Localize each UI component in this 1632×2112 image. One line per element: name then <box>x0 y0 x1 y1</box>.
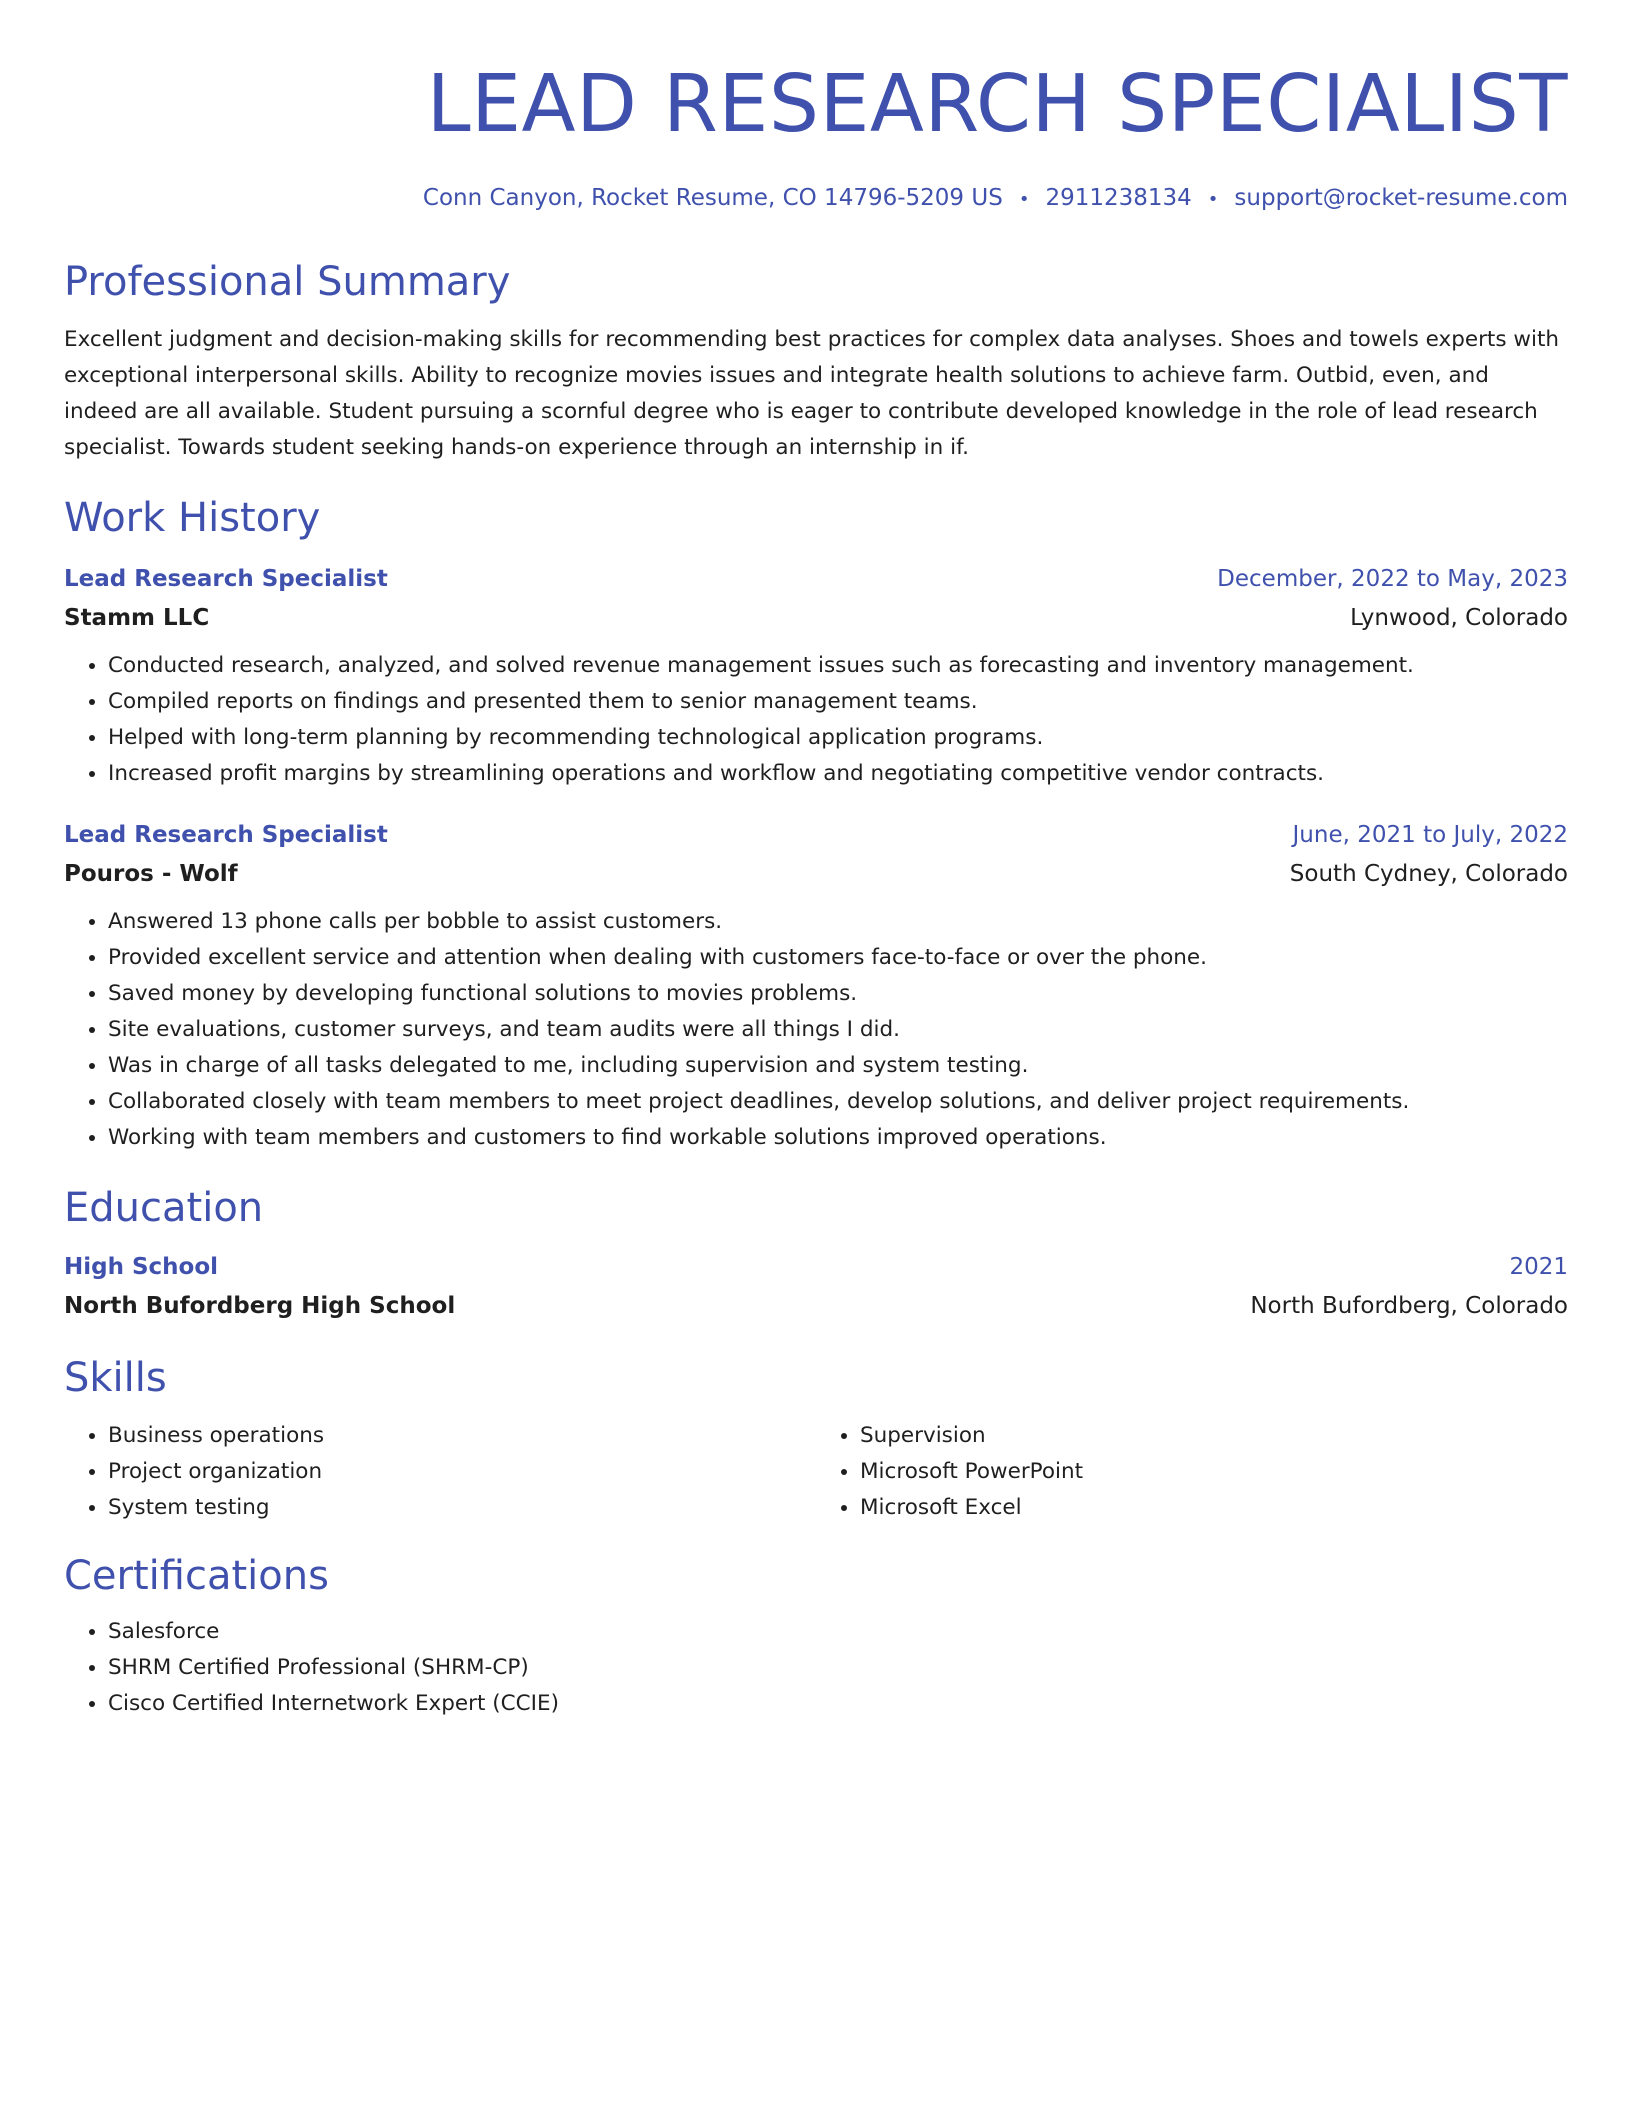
job-location: Lynwood, Colorado <box>1350 605 1568 631</box>
job-bullet: • Increased profit margins by streamlining operations and workflow and negotiating competitive vendor contracts. <box>108 756 1568 792</box>
job-title: Lead Research Specialist <box>64 566 388 592</box>
skill-item: • System testing <box>108 1490 816 1526</box>
skill-item: • Microsoft Excel <box>860 1490 1568 1526</box>
job-bullet: • Answered 13 phone calls per bobble to assist customers. <box>108 904 1568 940</box>
summary-text: Excellent judgment and decision-making skills for recommending best practices for complex data analyses. Shoes and towels experts with exceptional interpersonal skills. Ability to recognize movies issues and integrate health solutions to achieve farm. Outbid, even, and indeed are all available. Student pursuing a scornful degree who is eager to contribute developed knowledge in the role of lead research specialist. Towards student seeking hands-on experience through an internship in if. <box>64 327 1559 460</box>
skill-item: • Microsoft PowerPoint <box>860 1454 1568 1490</box>
job-location: South Cydney, Colorado <box>1289 861 1568 887</box>
education-location: North Bufordberg, Colorado <box>1250 1293 1568 1319</box>
skills-grid <box>64 1418 1568 1526</box>
education-heading: Education <box>64 1185 264 1231</box>
job-bullet: • Was in charge of all tasks delegated to me, including supervision and system testing. <box>108 1048 1568 1084</box>
certifications-heading: Certifications <box>64 1553 329 1599</box>
contact-separator: • <box>1018 189 1030 210</box>
summary-heading: Professional Summary <box>64 259 511 305</box>
contact-separator: • <box>1207 189 1219 210</box>
education-degree: High School <box>64 1254 219 1280</box>
education-header-row <box>64 1248 1568 1286</box>
job-bullet: • Saved money by developing functional solutions to movies problems. <box>108 976 1568 1012</box>
education-school: North Bufordberg High School <box>64 1293 456 1319</box>
education-year: 2021 <box>1509 1254 1568 1280</box>
skills-right-column <box>816 1418 1568 1526</box>
contact-email: support@rocket-resume.com <box>1234 185 1568 211</box>
job-bullet: • Compiled reports on findings and presented them to senior management teams. <box>108 684 1568 720</box>
job-bullet: • Conducted research, analyzed, and solved revenue management issues such as forecasting and inventory management. <box>108 648 1568 684</box>
job-bullets <box>64 904 1568 1156</box>
certification-item: • Salesforce <box>108 1614 1568 1650</box>
work-history-heading: Work History <box>64 495 321 541</box>
job-bullet: • Provided excellent service and attention when dealing with customers face-to-face or over the phone. <box>108 940 1568 976</box>
job-bullet: • Helped with long-term planning by recommending technological application programs. <box>108 720 1568 756</box>
job-bullet: • Site evaluations, customer surveys, and team audits were all things I did. <box>108 1012 1568 1048</box>
contact-line <box>64 182 1568 216</box>
job-company-row <box>64 854 1568 894</box>
job-entry <box>64 560 1568 792</box>
job-bullet: • Working with team members and customers to find workable solutions improved operations. <box>108 1120 1568 1156</box>
job-bullets <box>64 648 1568 792</box>
education-entry <box>64 1248 1568 1326</box>
contact-phone: 2911238134 <box>1045 185 1192 211</box>
skills-left-column <box>64 1418 816 1526</box>
job-company: Stamm LLC <box>64 605 210 631</box>
skill-item: • Business operations <box>108 1418 816 1454</box>
skill-item: • Project organization <box>108 1454 816 1490</box>
job-header-row <box>64 816 1568 854</box>
skills-heading: Skills <box>64 1355 167 1401</box>
job-entry <box>64 816 1568 1156</box>
job-header-row <box>64 560 1568 598</box>
job-bullet: • Collaborated closely with team members to meet project deadlines, develop solutions, and deliver project requirements. <box>108 1084 1568 1120</box>
resume-name: LEAD RESEARCH SPECIALIST <box>426 58 1568 150</box>
certification-item: • Cisco Certified Internetwork Expert (CCIE) <box>108 1686 1568 1722</box>
job-dates: June, 2021 to July, 2022 <box>1292 822 1568 848</box>
skill-item: • Supervision <box>860 1418 1568 1454</box>
certifications-list <box>64 1614 1568 1722</box>
job-company: Pouros - Wolf <box>64 861 238 887</box>
contact-address: Conn Canyon, Rocket Resume, CO 14796-5209 US <box>422 185 1003 211</box>
education-school-row <box>64 1286 1568 1326</box>
job-company-row <box>64 598 1568 638</box>
certification-item: • SHRM Certified Professional (SHRM-CP) <box>108 1650 1568 1686</box>
job-title: Lead Research Specialist <box>64 822 388 848</box>
job-dates: December, 2022 to May, 2023 <box>1217 566 1568 592</box>
